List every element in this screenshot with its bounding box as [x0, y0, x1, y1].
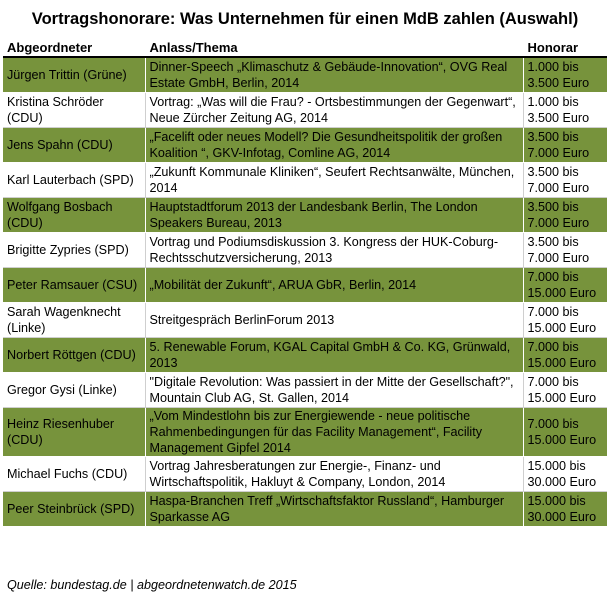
table-row — [3, 337, 607, 372]
member-cell: Jens Spahn (CDU) — [3, 127, 145, 162]
fee-cell: 3.500 bis 7.000 Euro — [523, 232, 607, 267]
member-cell: Heinz Riesenhuber (CDU) — [3, 407, 145, 456]
member-cell: Gregor Gysi (Linke) — [3, 372, 145, 407]
member-cell: Jürgen Trittin (Grüne) — [3, 57, 145, 92]
occasion-cell: Haspa-Branchen Treff „Wirtschaftsfaktor Russland“, Hamburger Sparkasse AG — [145, 491, 523, 526]
member-cell: Karl Lauterbach (SPD) — [3, 162, 145, 197]
member-cell: Wolfgang Bosbach (CDU) — [3, 197, 145, 232]
table-row — [3, 162, 607, 197]
occasion-cell: Vortrag: „Was will die Frau? - Ortsbestimmungen der Gegenwart“, Neue Zürcher Zeitung AG, 2014 — [145, 92, 523, 127]
member-cell: Peer Steinbrück (SPD) — [3, 491, 145, 526]
table-row — [3, 57, 607, 92]
column-header-member: Abgeordneter — [3, 39, 145, 57]
member-cell: Norbert Röttgen (CDU) — [3, 337, 145, 372]
table-row — [3, 491, 607, 526]
fee-cell: 7.000 bis 15.000 Euro — [523, 267, 607, 302]
table-row — [3, 267, 607, 302]
source-note: Quelle: bundestag.de | abgeordnetenwatch.de 2015 — [7, 578, 297, 592]
table-row — [3, 127, 607, 162]
fee-cell: 7.000 bis 15.000 Euro — [523, 337, 607, 372]
fee-cell: 1.000 bis 3.500 Euro — [523, 92, 607, 127]
occasion-cell: „Mobilität der Zukunft“, ARUA GbR, Berlin, 2014 — [145, 267, 523, 302]
table-header-row — [3, 39, 607, 57]
fee-cell: 3.500 bis 7.000 Euro — [523, 127, 607, 162]
occasion-cell: Dinner-Speech „Klimaschutz & Gebäude-Innovation“, OVG Real Estate GmbH, Berlin, 2014 — [145, 57, 523, 92]
occasion-cell: Hauptstadtforum 2013 der Landesbank Berlin, The London Speakers Bureau, 2013 — [145, 197, 523, 232]
member-cell: Kristina Schröder (CDU) — [3, 92, 145, 127]
occasion-cell: „Zukunft Kommunale Kliniken“, Seufert Rechtsanwälte, München, 2014 — [145, 162, 523, 197]
occasion-cell: „Vom Mindestlohn bis zur Energiewende - neue politische Rahmenbedingungen für das Facility Management“, Facility Management Gipfel 2014 — [145, 407, 523, 456]
occasion-cell: Vortrag und Podiumsdiskussion 3. Kongress der HUK-Coburg-Rechtsschutzversicherung, 2013 — [145, 232, 523, 267]
fee-cell: 7.000 bis 15.000 Euro — [523, 407, 607, 456]
occasion-cell: Streitgespräch BerlinForum 2013 — [145, 302, 523, 337]
fee-cell: 15.000 bis 30.000 Euro — [523, 456, 607, 491]
table-row — [3, 456, 607, 491]
table-row — [3, 302, 607, 337]
fee-cell: 15.000 bis 30.000 Euro — [523, 491, 607, 526]
fee-cell: 3.500 bis 7.000 Euro — [523, 197, 607, 232]
member-cell: Peter Ramsauer (CSU) — [3, 267, 145, 302]
table-row — [3, 232, 607, 267]
fee-cell: 3.500 bis 7.000 Euro — [523, 162, 607, 197]
member-cell: Sarah Wagenknecht (Linke) — [3, 302, 145, 337]
table-row — [3, 92, 607, 127]
page-title: Vortragshonorare: Was Unternehmen für einen MdB zahlen (Auswahl) — [31, 10, 579, 28]
column-header-occasion: Anlass/Thema — [145, 39, 523, 57]
column-header-fee: Honorar — [523, 39, 607, 57]
fee-cell: 7.000 bis 15.000 Euro — [523, 372, 607, 407]
occasion-cell: 5. Renewable Forum, KGAL Capital GmbH & Co. KG, Grünwald, 2013 — [145, 337, 523, 372]
table-row — [3, 372, 607, 407]
member-cell: Michael Fuchs (CDU) — [3, 456, 145, 491]
occasion-cell: "Digitale Revolution: Was passiert in der Mitte der Gesellschaft?", Mountain Club AG, St. Gallen, 2014 — [145, 372, 523, 407]
table-row — [3, 407, 607, 456]
table-row — [3, 197, 607, 232]
fees-table — [3, 39, 607, 527]
occasion-cell: „Facelift oder neues Modell? Die Gesundheitspolitik der großen Koalition “, GKV-Infotag, Comline AG, 2014 — [145, 127, 523, 162]
occasion-cell: Vortrag Jahresberatungen zur Energie-, Finanz- und Wirtschaftspolitik, Hakluyt & Company, London, 2014 — [145, 456, 523, 491]
fee-cell: 7.000 bis 15.000 Euro — [523, 302, 607, 337]
member-cell: Brigitte Zypries (SPD) — [3, 232, 145, 267]
fee-cell: 1.000 bis 3.500 Euro — [523, 57, 607, 92]
